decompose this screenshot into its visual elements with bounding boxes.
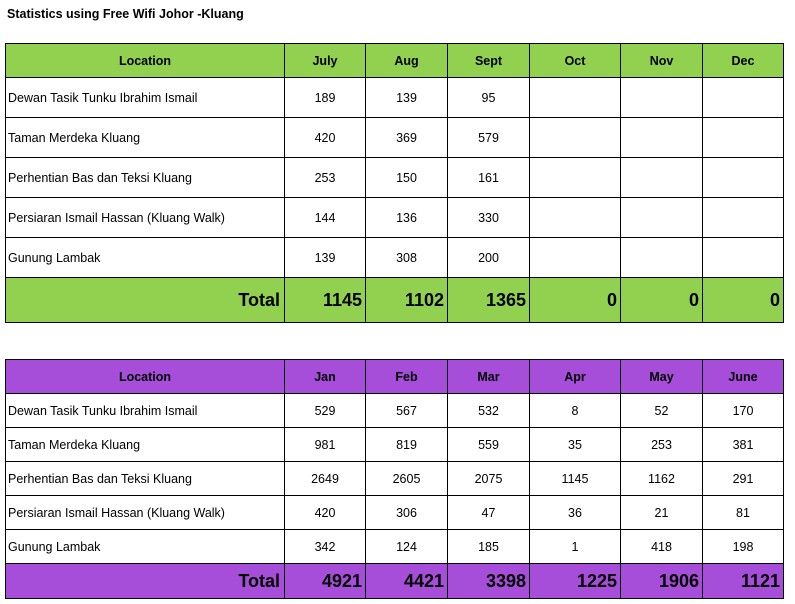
location-cell: Dewan Tasik Tunku Ibrahim Ismail (6, 394, 285, 428)
value-cell (530, 118, 621, 158)
table-row (6, 158, 784, 198)
value-cell: 420 (285, 118, 366, 158)
stats-table-jan-jun (5, 359, 784, 599)
column-header-month: Mar (448, 360, 530, 394)
value-cell (703, 158, 784, 198)
value-cell: 95 (448, 78, 530, 118)
value-cell: 144 (285, 198, 366, 238)
value-cell: 418 (621, 530, 703, 564)
column-header-location: Location (6, 44, 285, 78)
table-row (6, 118, 784, 158)
value-cell: 532 (448, 394, 530, 428)
total-label: Total (6, 278, 285, 323)
column-header-month: Aug (366, 44, 448, 78)
value-cell (621, 78, 703, 118)
value-cell: 253 (285, 158, 366, 198)
column-header-month: Jan (285, 360, 366, 394)
total-value: 1121 (703, 564, 784, 599)
value-cell: 21 (621, 496, 703, 530)
value-cell: 253 (621, 428, 703, 462)
value-cell: 330 (448, 198, 530, 238)
column-header-month: July (285, 44, 366, 78)
value-cell: 306 (366, 496, 448, 530)
total-value: 0 (621, 278, 703, 323)
value-cell: 381 (703, 428, 784, 462)
location-cell: Persiaran Ismail Hassan (Kluang Walk) (6, 496, 285, 530)
total-row (6, 564, 784, 599)
value-cell: 579 (448, 118, 530, 158)
value-cell: 136 (366, 198, 448, 238)
value-cell: 185 (448, 530, 530, 564)
location-cell: Gunung Lambak (6, 530, 285, 564)
total-value: 3398 (448, 564, 530, 599)
value-cell (530, 158, 621, 198)
value-cell: 1145 (530, 462, 621, 496)
value-cell: 200 (448, 238, 530, 278)
table-row (6, 496, 784, 530)
value-cell: 342 (285, 530, 366, 564)
value-cell: 35 (530, 428, 621, 462)
column-header-month: Dec (703, 44, 784, 78)
value-cell (703, 238, 784, 278)
value-cell (703, 198, 784, 238)
value-cell: 2605 (366, 462, 448, 496)
value-cell: 189 (285, 78, 366, 118)
value-cell: 2649 (285, 462, 366, 496)
stats-table-jul-dec (5, 43, 784, 323)
total-value: 0 (703, 278, 784, 323)
value-cell (621, 198, 703, 238)
location-cell: Taman Merdeka Kluang (6, 428, 285, 462)
value-cell: 36 (530, 496, 621, 530)
column-header-month: May (621, 360, 703, 394)
value-cell (530, 238, 621, 278)
page-title: Statistics using Free Wifi Johor -Kluang (7, 7, 244, 21)
value-cell: 1 (530, 530, 621, 564)
table-row (6, 394, 784, 428)
value-cell (621, 158, 703, 198)
value-cell (530, 78, 621, 118)
value-cell: 1162 (621, 462, 703, 496)
value-cell: 981 (285, 428, 366, 462)
column-header-month: June (703, 360, 784, 394)
total-value: 0 (530, 278, 621, 323)
location-cell: Persiaran Ismail Hassan (Kluang Walk) (6, 198, 285, 238)
location-cell: Gunung Lambak (6, 238, 285, 278)
value-cell: 161 (448, 158, 530, 198)
header-row (6, 44, 784, 78)
value-cell: 819 (366, 428, 448, 462)
value-cell (703, 118, 784, 158)
column-header-location: Location (6, 360, 285, 394)
value-cell (703, 78, 784, 118)
value-cell: 170 (703, 394, 784, 428)
location-cell: Taman Merdeka Kluang (6, 118, 285, 158)
table-row (6, 428, 784, 462)
table-row (6, 462, 784, 496)
table-row (6, 530, 784, 564)
value-cell: 81 (703, 496, 784, 530)
total-value: 4421 (366, 564, 448, 599)
value-cell: 2075 (448, 462, 530, 496)
total-row (6, 278, 784, 323)
total-value: 1225 (530, 564, 621, 599)
column-header-month: Feb (366, 360, 448, 394)
value-cell: 52 (621, 394, 703, 428)
value-cell: 47 (448, 496, 530, 530)
value-cell: 420 (285, 496, 366, 530)
value-cell: 369 (366, 118, 448, 158)
value-cell: 198 (703, 530, 784, 564)
table-row (6, 198, 784, 238)
location-cell: Perhentian Bas dan Teksi Kluang (6, 462, 285, 496)
total-value: 4921 (285, 564, 366, 599)
header-row (6, 360, 784, 394)
value-cell (621, 238, 703, 278)
table-row (6, 78, 784, 118)
table-row (6, 238, 784, 278)
value-cell (530, 198, 621, 238)
value-cell: 559 (448, 428, 530, 462)
value-cell: 124 (366, 530, 448, 564)
value-cell: 291 (703, 462, 784, 496)
value-cell: 8 (530, 394, 621, 428)
value-cell: 139 (285, 238, 366, 278)
column-header-month: Sept (448, 44, 530, 78)
value-cell: 529 (285, 394, 366, 428)
value-cell: 567 (366, 394, 448, 428)
column-header-month: Apr (530, 360, 621, 394)
value-cell: 308 (366, 238, 448, 278)
total-value: 1906 (621, 564, 703, 599)
total-value: 1145 (285, 278, 366, 323)
column-header-month: Oct (530, 44, 621, 78)
value-cell: 150 (366, 158, 448, 198)
total-label: Total (6, 564, 285, 599)
location-cell: Dewan Tasik Tunku Ibrahim Ismail (6, 78, 285, 118)
total-value: 1365 (448, 278, 530, 323)
total-value: 1102 (366, 278, 448, 323)
location-cell: Perhentian Bas dan Teksi Kluang (6, 158, 285, 198)
column-header-month: Nov (621, 44, 703, 78)
value-cell (621, 118, 703, 158)
value-cell: 139 (366, 78, 448, 118)
